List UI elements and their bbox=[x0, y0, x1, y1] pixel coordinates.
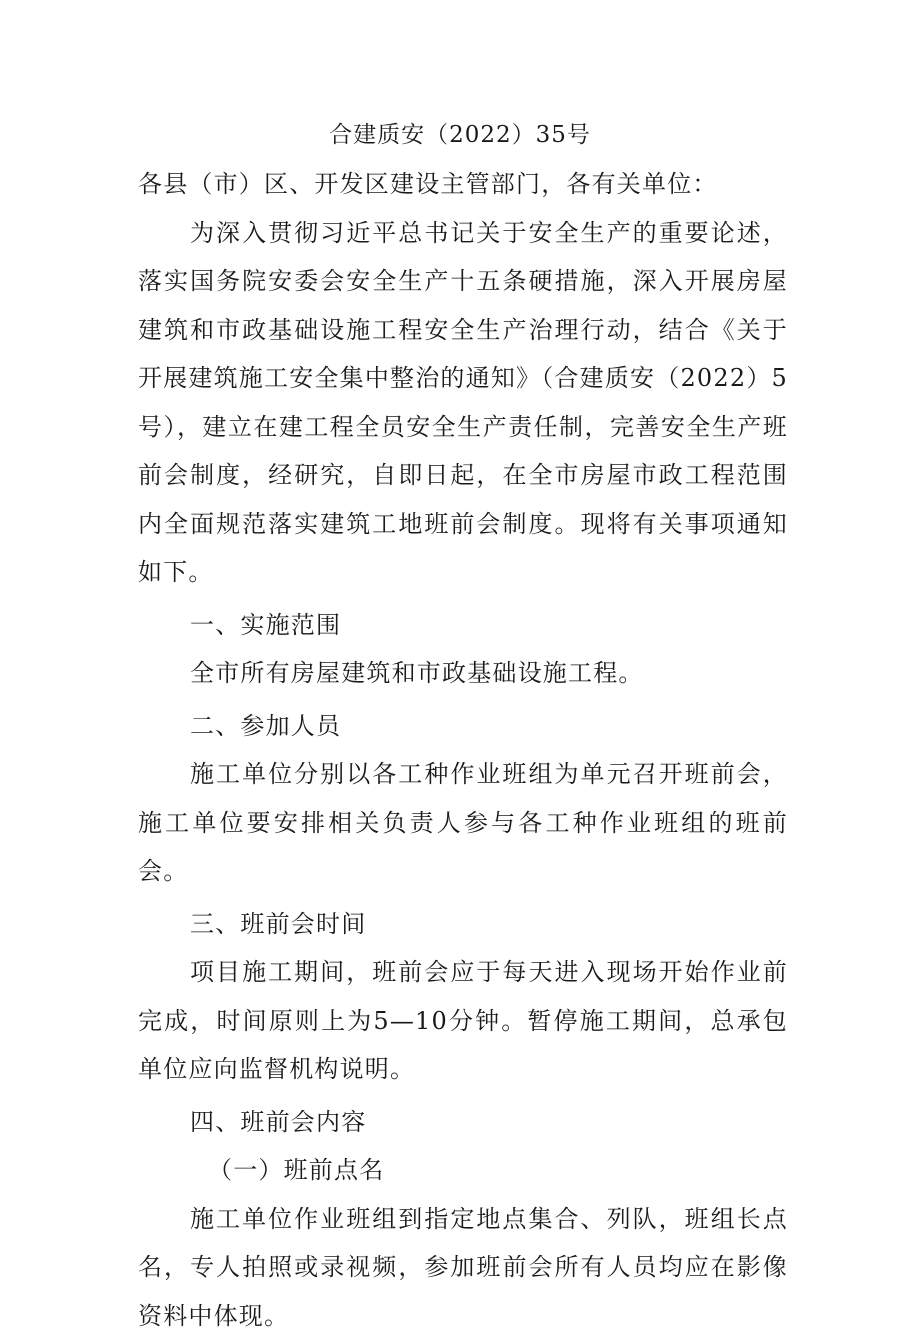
section-4-sub-1-text: 施工单位作业班组到指定地点集合、列队，班组长点名，专人拍照或录视频，参加班前会所有人员均应在影像资料中体现。 bbox=[138, 1195, 788, 1340]
document-body bbox=[138, 160, 788, 1340]
intro-paragraph: 为深入贯彻习近平总书记关于安全生产的重要论述，落实国务院安委会安全生产十五条硬措施，深入开展房屋建筑和市政基础设施工程安全生产治理行动，结合《关于开展建筑施工安全集中整治的通知》（合建质安（2022）5号），建立在建工程全员安全生产责任制，完善安全生产班前会制度，经研究，自即日起，在全市房屋市政工程范围内全面规范落实建筑工地班前会制度。现将有关事项通知如下。 bbox=[138, 209, 788, 597]
section-1-heading: 一、实施范围 bbox=[138, 601, 788, 650]
addressee: 各县（市）区、开发区建设主管部门，各有关单位： bbox=[138, 160, 788, 209]
section-3-heading: 三、班前会时间 bbox=[138, 900, 788, 949]
section-3-text: 项目施工期间，班前会应于每天进入现场开始作业前完成，时间原则上为5—10分钟。暂停施工期间，总承包单位应向监督机构说明。 bbox=[138, 948, 788, 1094]
section-1-text: 全市所有房屋建筑和市政基础设施工程。 bbox=[138, 649, 788, 698]
section-4-heading: 四、班前会内容 bbox=[138, 1098, 788, 1147]
section-2-text: 施工单位分别以各工种作业班组为单元召开班前会，施工单位要安排相关负责人参与各工种作业班组的班前会。 bbox=[138, 750, 788, 896]
document-number: 合建质安（2022）35号 bbox=[0, 118, 920, 152]
section-4-sub-1-heading: （一）班前点名 bbox=[138, 1146, 788, 1195]
section-2-heading: 二、参加人员 bbox=[138, 702, 788, 751]
